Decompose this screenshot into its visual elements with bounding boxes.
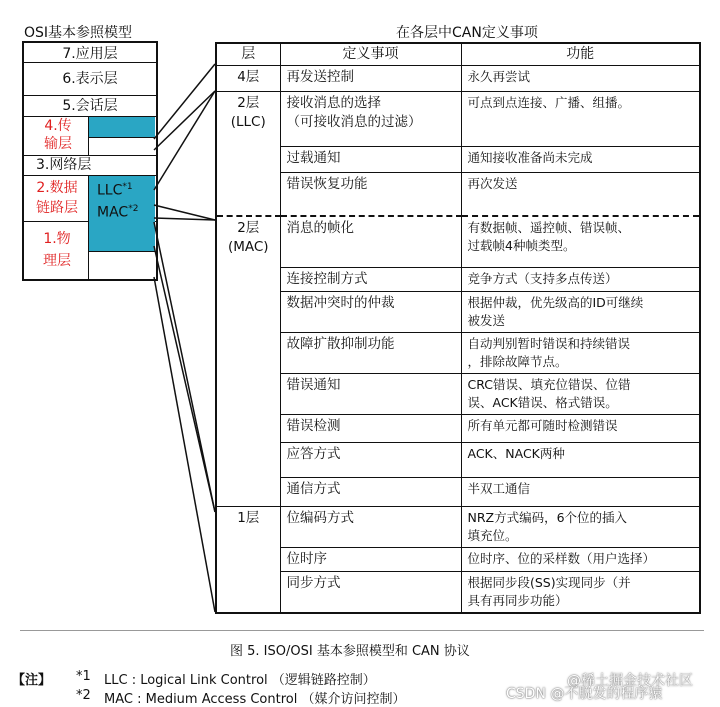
function-cell: 可点到点连接、广播、组播。	[461, 92, 700, 147]
function-cell: 通知接收准备尚未完成	[461, 147, 700, 173]
item-cell: 故障扩散抑制功能	[280, 333, 461, 374]
header-layer: 层	[216, 43, 280, 66]
can-definition-table	[215, 42, 701, 614]
function-cell: CRC错误、填充位错误、位错 误、ACK错误、格式错误。	[461, 374, 700, 415]
connector-mac-bottom	[154, 222, 215, 512]
header-function: 功能	[461, 43, 700, 66]
function-cell: 位时序、位的采样数（用户选择）	[461, 548, 700, 572]
item-cell: 错误恢复功能	[280, 173, 461, 216]
layer-cell: 2层 (LLC)	[216, 92, 280, 216]
table-header-row	[216, 43, 700, 66]
table-row	[216, 173, 700, 216]
function-cell: 根据仲裁，优先级高的ID可继续 被发送	[461, 292, 700, 333]
item-cell: 错误通知	[280, 374, 461, 415]
function-cell: 永久再尝试	[461, 66, 700, 92]
item-cell: 位编码方式	[280, 507, 461, 548]
osi-layer-5: 5.会话层	[24, 96, 156, 117]
item-cell: 再发送控制	[280, 66, 461, 92]
function-cell: 再次发送	[461, 173, 700, 216]
osi-layer-4-line1: 4.传	[44, 118, 72, 134]
function-cell: 半双工通信	[461, 478, 700, 507]
layer-cell: 2层 (MAC)	[216, 216, 280, 507]
connector-physical-top	[154, 246, 215, 512]
caption-divider	[20, 630, 704, 631]
note-2-text: MAC : Medium Access Control （媒介访问控制）	[104, 692, 406, 707]
osi-layer-7: 7.应用层	[24, 43, 156, 63]
item-cell: 接收消息的选择 （可接收消息的过滤）	[280, 92, 461, 147]
can-title: 在各层中CAN定义事项	[396, 25, 538, 41]
watermark-line-2: CSDN @不脱发的程序猿	[506, 686, 663, 702]
function-cell: 根据同步段(SS)实现同步（并 具有再同步功能）	[461, 572, 700, 614]
osi-title: OSI基本参照模型	[24, 25, 133, 41]
layer-cell: 1层	[216, 507, 280, 614]
figure-caption: 图 5. ISO/OSI 基本参照模型和 CAN 协议	[230, 644, 470, 659]
connector-transport-top	[154, 64, 215, 139]
item-cell: 过载通知	[280, 147, 461, 173]
table-row	[216, 507, 700, 548]
table-row	[216, 415, 700, 443]
table-row	[216, 443, 700, 478]
table-row	[216, 333, 700, 374]
table-row	[216, 66, 700, 92]
item-cell: 数据冲突时的仲裁	[280, 292, 461, 333]
item-cell: 位时序	[280, 548, 461, 572]
layer-cell: 4层	[216, 66, 280, 92]
llc-label: LLC$^{*1}$	[97, 182, 133, 199]
osi-layer-4-line2: 输层	[44, 136, 72, 152]
osi-layer-6: 6.表示层	[24, 63, 156, 96]
mac-label: MAC$^{*2}$	[97, 204, 139, 221]
table-row	[216, 147, 700, 173]
item-cell: 应答方式	[280, 443, 461, 478]
note-1-mark: *1	[76, 669, 91, 684]
item-cell: 通信方式	[280, 478, 461, 507]
item-cell: 错误检测	[280, 415, 461, 443]
table-row	[216, 216, 700, 268]
header-item: 定义事项	[280, 43, 461, 66]
osi-layer-2-line1: 2.数据	[36, 180, 78, 196]
function-cell: 自动判别暂时错误和持续错误 ，排除故障节点。	[461, 333, 700, 374]
item-cell: 同步方式	[280, 572, 461, 614]
function-cell: 有数据帧、遥控帧、错误帧、 过载帧4种帧类型。	[461, 216, 700, 268]
note-1-text: LLC : Logical Link Control （逻辑链路控制）	[104, 673, 376, 688]
watermark-line-1: @稀土掘金技术社区	[567, 673, 693, 689]
table-row	[216, 92, 700, 147]
osi-layer-3: 3.网络层	[24, 156, 156, 176]
function-cell: NRZ方式编码，6个位的插入 填充位。	[461, 507, 700, 548]
table-row	[216, 374, 700, 415]
item-cell: 连接控制方式	[280, 268, 461, 292]
function-cell: 所有单元都可随时检测错误	[461, 415, 700, 443]
osi-layer-1-line2: 理层	[43, 253, 71, 269]
table-row	[216, 292, 700, 333]
table-row	[216, 478, 700, 507]
note-2-mark: *2	[76, 688, 91, 703]
note-label: 【注】	[12, 673, 52, 688]
table-row	[216, 572, 700, 614]
connector-physical-bottom	[154, 277, 215, 612]
function-cell: ACK、NACK两种	[461, 443, 700, 478]
item-cell: 消息的帧化	[280, 216, 461, 268]
osi-layer-1-line1: 1.物	[43, 231, 71, 247]
table-row	[216, 548, 700, 572]
function-cell: 竞争方式（支持多点传送）	[461, 268, 700, 292]
table-row	[216, 268, 700, 292]
osi-layer-2-line2: 链路层	[36, 200, 78, 216]
